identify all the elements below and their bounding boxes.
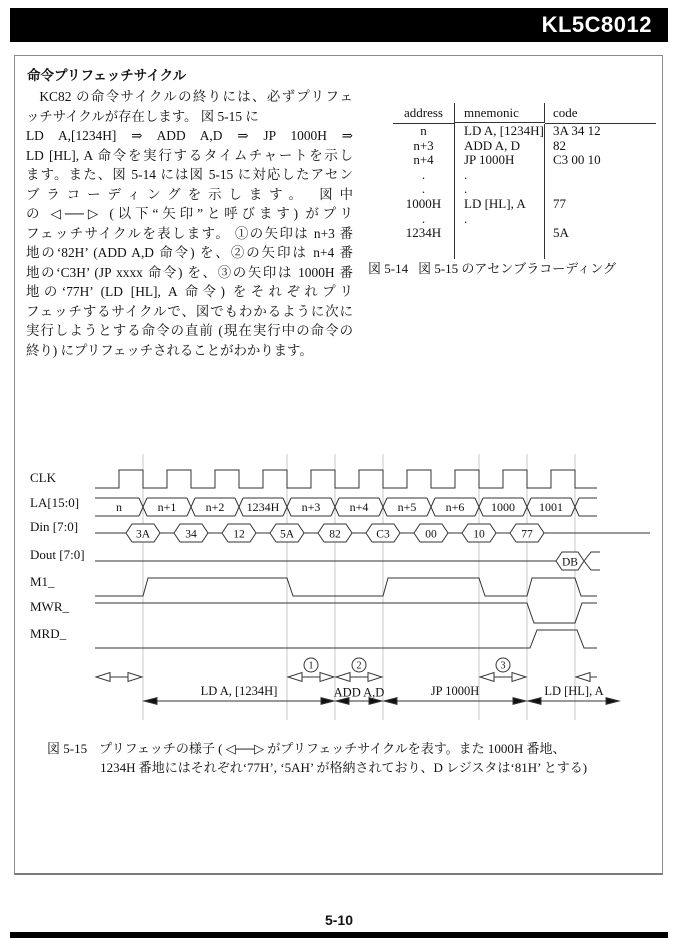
signal-label: MRD_ (30, 626, 67, 641)
din-value: 77 (521, 528, 533, 541)
table-cell: LD A, [1234H] (455, 124, 545, 139)
paragraph-line: ブラコーディングを示します。 図中 (26, 186, 353, 202)
table-header-mnemonic: mnemonic (455, 103, 545, 123)
prefetch-left-arrow-icon (576, 673, 590, 682)
table-cell: . (455, 182, 545, 197)
paragraph-line: 終り) にプリフェッチされることがわかります。 (26, 342, 313, 358)
table-spacer (545, 241, 656, 259)
prefetch-number: 2 (356, 660, 362, 672)
mrd-wave (95, 630, 597, 648)
dout-open (584, 552, 600, 561)
paragraph-line: 実行しようとする命令の直前 (現在実行中の命令の (26, 323, 353, 338)
table-header-address: address (393, 103, 455, 124)
span-right-arrowhead-icon (606, 698, 619, 705)
prefetch-left-arrow-icon (96, 673, 110, 682)
figure-5-14-caption (368, 258, 616, 277)
span-right-arrowhead-icon (321, 698, 334, 705)
paragraph (26, 87, 353, 360)
dout-open (584, 561, 600, 570)
prefetch-right-arrow-icon (368, 673, 382, 682)
table-cell: JP 1000H (455, 153, 545, 168)
prefetch-right-arrow-icon (512, 673, 526, 682)
paragraph-line: の ◁──▷ (以下“矢印”と呼びます) がプリ (26, 206, 353, 221)
figure-5-14-label: 図 5-14 (368, 261, 409, 276)
table-cell: . (393, 168, 455, 183)
din-value: 5A (279, 528, 295, 541)
chip-title: KL5C8012 (541, 12, 652, 37)
section-title: 命令プリフェッチサイクル (27, 68, 187, 83)
span-left-arrowhead-icon (384, 698, 397, 705)
table-cell (455, 226, 545, 241)
din-value: C3 (376, 528, 390, 541)
din-value: 00 (425, 528, 437, 541)
table-cell: . (393, 212, 455, 227)
la-value: n+2 (205, 500, 225, 514)
span-left-arrowhead-icon (528, 698, 541, 705)
signal-label: MWR_ (30, 599, 69, 614)
prefetch-left-arrow-icon (480, 673, 494, 682)
table-cell (545, 212, 656, 227)
table-cell: 82 (553, 137, 566, 153)
instruction-label: ADD A,D (333, 685, 385, 700)
la-value: n+6 (445, 500, 465, 514)
table-cell (545, 182, 656, 197)
prefetch-right-arrow-icon (128, 673, 142, 682)
assembler-table (393, 103, 656, 259)
paragraph-line: 地の‘C3H’ (JP xxxx 命令) を、③の矢印は 1000H 番 (26, 264, 353, 280)
paragraph-line: LD [HL], A 命令を実行するタイムチャートを示し (26, 147, 353, 163)
prefetch-right-arrow-icon (320, 673, 334, 682)
table-cell: . (455, 212, 545, 227)
mwr-wave (95, 603, 597, 623)
figure-5-15-label: 図 5-15 (47, 741, 88, 756)
caption-line-1: プリフェッチの様子 ( ◁──▷ がプリフェッチサイクルを表す。また 1000H 番地、 (99, 741, 566, 756)
table-cell: n+3 (393, 139, 455, 154)
paragraph-line: ッチサイクルが存在します。 図 5-15 に (26, 108, 259, 124)
din-value: 3A (135, 528, 151, 541)
table-cell (545, 168, 656, 183)
la-value: 1001 (539, 500, 563, 514)
table-cell: 1000H (393, 197, 455, 212)
la-value: 1234H (246, 500, 280, 514)
instruction-label: LD [HL], A (544, 684, 604, 698)
signal-label: LA[15:0] (30, 495, 80, 510)
table-header-code: code (545, 103, 656, 124)
instruction-label: JP 1000H (430, 684, 480, 698)
table-spacer (393, 241, 455, 259)
la-value: n (116, 500, 122, 514)
m1-wave (95, 578, 597, 596)
la-value: n+5 (397, 500, 417, 514)
prefetch-number: 3 (500, 660, 506, 672)
prefetch-left-arrow-icon (288, 673, 302, 682)
table-spacer (455, 241, 545, 259)
table-cell: LD [HL], A (455, 197, 545, 212)
paragraph-line: フェッチサイクルを表します。 ①の矢印は n+3 番 (26, 225, 353, 241)
timing-diagram (14, 448, 664, 758)
instruction-label: LD A, [1234H] (200, 684, 278, 698)
dout-value: DB (562, 556, 578, 569)
table-cell: 77 (553, 195, 566, 211)
signal-label: CLK (30, 470, 56, 485)
span-left-arrowhead-icon (144, 698, 157, 705)
din-value: 12 (233, 528, 245, 541)
la-value: n+1 (157, 500, 177, 514)
din-value: 82 (329, 528, 341, 541)
signal-label: Dout [7:0] (30, 547, 85, 562)
table-cell: 3A 34 12 (553, 123, 601, 138)
table-cell: . (393, 182, 455, 197)
prefetch-left-arrow-icon (336, 673, 350, 682)
la-value: 1000 (491, 500, 515, 514)
clk-wave (95, 470, 597, 488)
prefetch-number: 1 (308, 660, 314, 672)
table-cell: ADD A, D (455, 139, 545, 154)
paragraph-line: 地の‘82H’ (ADD A,D 命令) を、②の矢印は n+4 番 (26, 245, 353, 260)
la-value: n+3 (301, 500, 321, 514)
table-cell: . (455, 168, 545, 183)
header-bar (10, 8, 668, 42)
bottom-bar (10, 932, 668, 938)
page-number: 5-10 (324, 912, 354, 928)
span-right-arrowhead-icon (513, 698, 526, 705)
paragraph-line: 地の‘77H’ (LD [HL], A 命令) をそれぞれプリ (26, 284, 353, 299)
signal-label: M1_ (30, 574, 55, 589)
paragraph-line: KC82 の命令サイクルの終りには、必ずプリフェ (39, 89, 353, 104)
caption-line-2: 1234H 番地にはそれぞれ‘77H’, ‘5AH’ が格納されており、D レジスタは‘81H’ とする) (100, 759, 588, 775)
figure-5-15-text (99, 740, 587, 777)
din-value: 10 (473, 528, 485, 541)
table-cell: n (393, 124, 455, 139)
signal-label: Din [7:0] (30, 519, 79, 534)
paragraph-line: LD A,[1234H] ⇒ ADD A,D ⇒ JP 1000H ⇒ (26, 128, 353, 143)
table-cell: 5A (553, 225, 569, 241)
la-value: n+4 (349, 500, 369, 514)
table-cell: n+4 (393, 153, 455, 168)
paragraph-line: ます。また、図 5-14 には図 5-15 に対応したアセン (26, 167, 353, 182)
table-cell: C3 00 10 (553, 152, 601, 168)
paragraph-line: フェッチするサイクルで、図でもわかるように次に (26, 303, 353, 319)
table-cell: 1234H (393, 226, 455, 241)
din-value: 34 (185, 528, 197, 541)
figure-5-14-text: 図 5-15 のアセンブラコーディング (418, 261, 616, 276)
figure-5-15-caption (47, 740, 587, 777)
